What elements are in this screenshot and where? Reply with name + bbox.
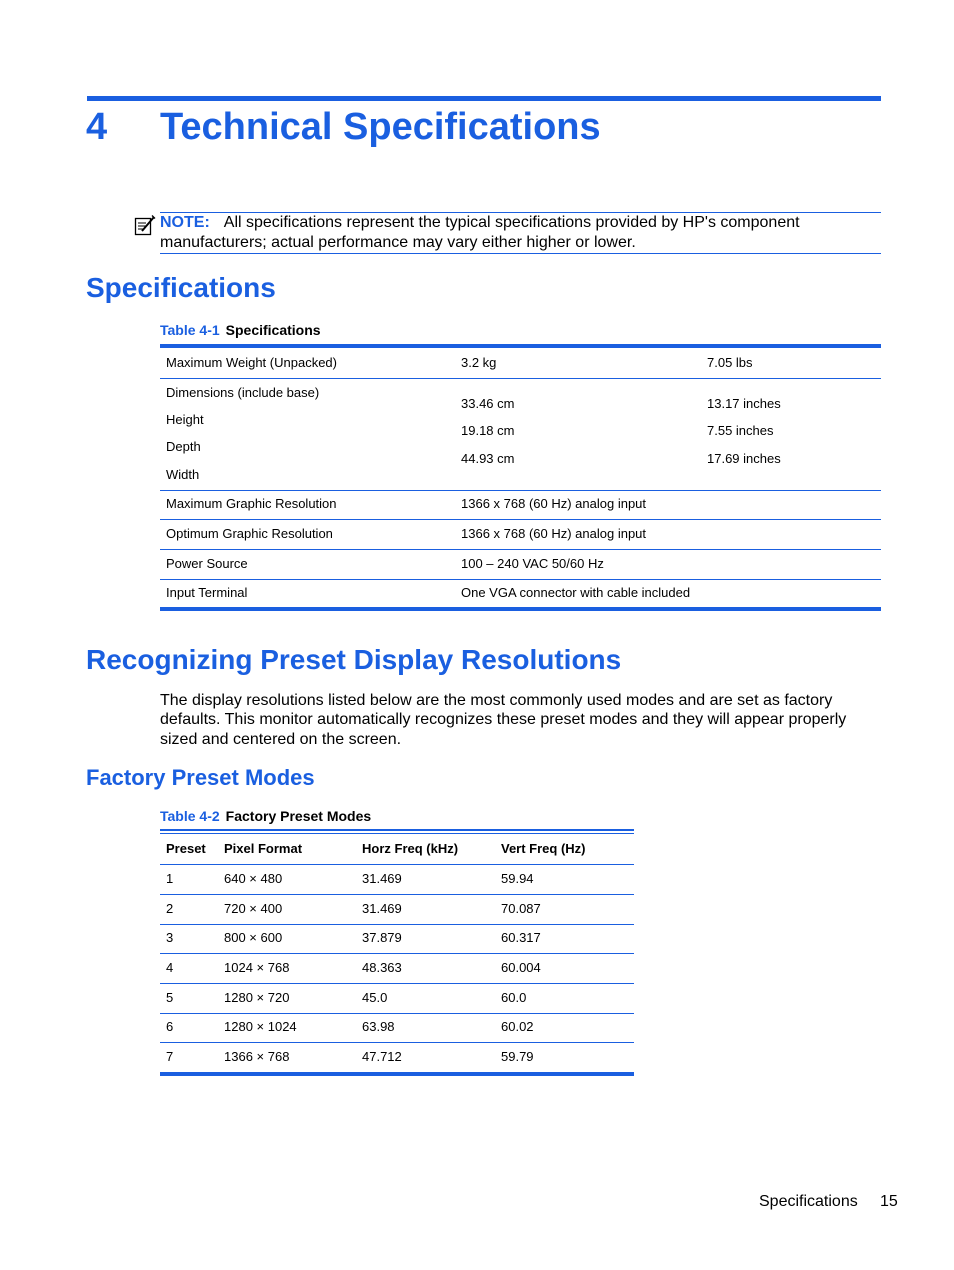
table-rule <box>160 378 881 379</box>
column-header: Pixel Format <box>224 841 303 856</box>
table-cell: 59.79 <box>501 1049 534 1064</box>
spec-imperial: 7.55 inches <box>707 423 774 438</box>
table-cell: 6 <box>166 1019 174 1034</box>
table-rule-top <box>160 833 634 834</box>
section-title-specifications: Specifications <box>86 272 276 303</box>
table-rule <box>160 1042 634 1043</box>
table-cell: 1366 × 768 <box>224 1049 290 1064</box>
table-cell: 63.98 <box>362 1019 395 1034</box>
spec-value: 1366 x 768 (60 Hz) analog input <box>461 526 647 541</box>
table-cell: 4 <box>166 960 174 975</box>
table-cell: 5 <box>166 990 174 1005</box>
spec-value: One VGA connector with cable included <box>461 585 691 600</box>
table-cell: 1280 × 1024 <box>224 1019 297 1034</box>
spec-label: Maximum Graphic Resolution <box>166 496 337 511</box>
spec-imperial: 17.69 inches <box>707 451 781 466</box>
table-rule <box>160 579 881 580</box>
table-cell: 47.712 <box>362 1049 402 1064</box>
chapter-rule <box>87 96 881 101</box>
table-rule <box>160 490 881 491</box>
table-title: Specifications <box>225 322 321 338</box>
column-header: Preset <box>166 841 206 856</box>
table-cell: 60.02 <box>501 1019 534 1034</box>
note-text <box>160 213 880 252</box>
spec-label: Dimensions (include base) <box>166 385 320 400</box>
table-cell: 640 × 480 <box>224 871 283 886</box>
column-header: Vert Freq (Hz) <box>501 841 586 856</box>
table-cell: 60.004 <box>501 960 541 975</box>
table-rule <box>160 1013 634 1014</box>
note-icon <box>134 214 156 236</box>
table-cell: 800 × 600 <box>224 930 283 945</box>
chapter-title: Technical Specifications <box>160 106 601 148</box>
table-cell: 7 <box>166 1049 174 1064</box>
spec-label: Width <box>166 467 200 482</box>
spec-value: 1366 x 768 (60 Hz) analog input <box>461 496 647 511</box>
spec-label: Optimum Graphic Resolution <box>166 526 333 541</box>
table-cell: 31.469 <box>362 871 402 886</box>
table-cell: 3 <box>166 930 174 945</box>
table-number: Table 4-2 <box>160 808 220 824</box>
table-number: Table 4-1 <box>160 322 220 338</box>
table-caption-preset-modes <box>160 808 371 824</box>
table-rule-top <box>160 829 634 831</box>
table-cell: 60.0 <box>501 990 527 1005</box>
table-rule <box>160 983 634 984</box>
table-cell: 37.879 <box>362 930 402 945</box>
table-rule <box>160 953 634 954</box>
table-cell: 70.087 <box>501 901 541 916</box>
spec-label: Depth <box>166 439 201 454</box>
subsection-title-factory-preset-modes: Factory Preset Modes <box>86 765 315 790</box>
table-rule <box>160 894 634 895</box>
table-cell: 31.469 <box>362 901 402 916</box>
table-rule <box>160 924 634 925</box>
table-rule-top <box>160 344 881 348</box>
section-paragraph: The display resolutions listed below are the most commonly used modes and are set as factory defaults. This monitor automatically recognizes these preset modes and they will appear properly sized and centered on the screen. <box>160 692 847 748</box>
page-number: 15 <box>880 1193 898 1210</box>
spec-label: Input Terminal <box>166 585 248 600</box>
table-rule <box>160 549 881 550</box>
spec-label: Power Source <box>166 556 248 571</box>
note-label: NOTE: <box>160 214 210 231</box>
note-body: All specifications represent the typical specifications provided by HP's component manufacturers; actual performance may vary either higher or lower. <box>160 214 800 251</box>
spec-label: Maximum Weight (Unpacked) <box>166 355 337 370</box>
table-rule-bottom <box>160 607 881 611</box>
table-cell: 720 × 400 <box>224 901 283 916</box>
column-header: Horz Freq (kHz) <box>362 841 459 856</box>
section-title-preset-resolutions: Recognizing Preset Display Resolutions <box>86 644 622 675</box>
table-cell: 1280 × 720 <box>224 990 290 1005</box>
table-caption-specifications <box>160 322 321 338</box>
table-cell: 2 <box>166 901 174 916</box>
spec-metric: 44.93 cm <box>461 451 515 466</box>
spec-imperial: 7.05 lbs <box>707 355 753 370</box>
spec-label: Height <box>166 412 204 427</box>
table-rule-bottom <box>160 1072 634 1076</box>
spec-value: 100 – 240 VAC 50/60 Hz <box>461 556 604 571</box>
table-cell: 45.0 <box>362 990 388 1005</box>
table-rule <box>160 864 634 865</box>
spec-imperial: 13.17 inches <box>707 396 781 411</box>
spec-metric: 3.2 kg <box>461 355 497 370</box>
spec-metric: 19.18 cm <box>461 423 515 438</box>
table-title: Factory Preset Modes <box>225 808 372 824</box>
table-cell: 48.363 <box>362 960 402 975</box>
table-cell: 60.317 <box>501 930 541 945</box>
table-rule <box>160 519 881 520</box>
table-cell: 59.94 <box>501 871 534 886</box>
table-cell: 1 <box>166 871 174 886</box>
spec-metric: 33.46 cm <box>461 396 515 411</box>
footer-section-label: Specifications <box>759 1193 858 1210</box>
chapter-number: 4 <box>86 106 108 148</box>
table-cell: 1024 × 768 <box>224 960 290 975</box>
